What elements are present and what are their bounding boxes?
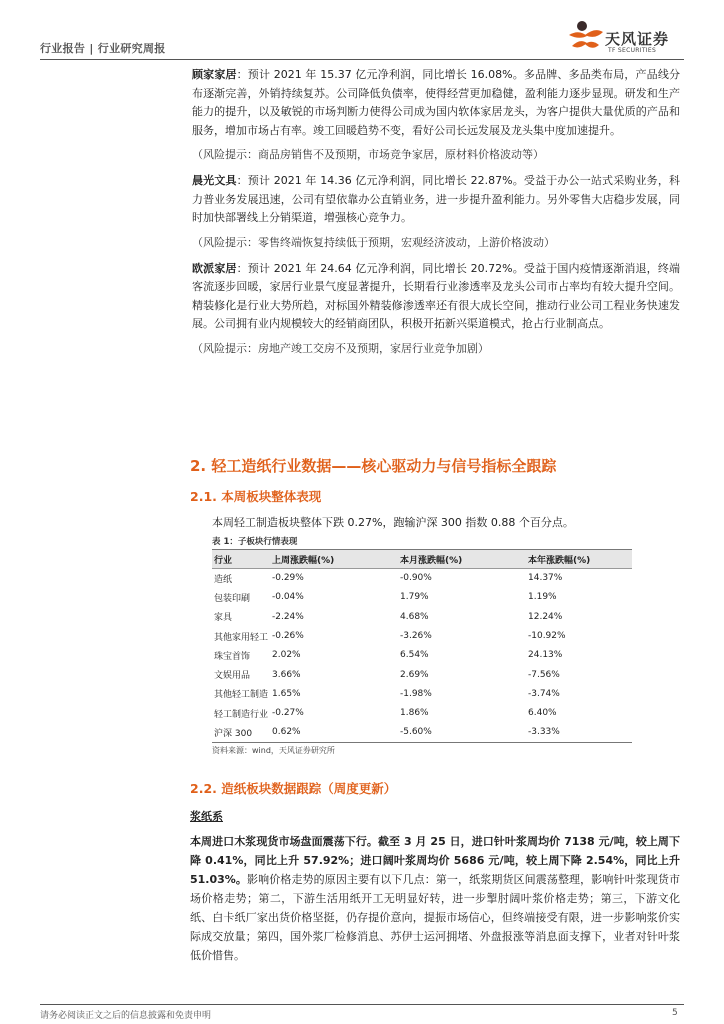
change-value-cell: 4.68% <box>400 611 429 622</box>
table-row <box>212 588 632 607</box>
table-row <box>212 665 632 684</box>
change-value-cell: 1.65% <box>272 688 301 699</box>
company-description: ：预计 2021 年 24.64 亿元净利润，同比增长 20.72%。受益于国内疫情逐渐消退，终端客流逐步回暖，家居行业景气度显著提升，长期看行业渗透率及龙头公司市占率均有较大提升空间。精装修化是行业大势所趋，对标国外精装修渗透率还有很大成长空间，推动行业公司工程业务快速发展。公司拥有业内规模较大的经销商团队，积极开拓新兴渠道模式，抢占行业制高点。 <box>192 261 680 330</box>
table-row <box>212 626 632 645</box>
company-name: 顾家家居 <box>192 68 237 81</box>
sector-name-cell: 包装印刷 <box>214 593 251 604</box>
pulp-price-drivers: 影响价格走势的原因主要有以下几点：第一，纸浆期货区间震荡整理，影响针叶浆现货市场价格走势；第二，下游生活用纸开工无明显好转，进一步掣肘阔叶浆价格走势；第三，下游文化纸、白卡纸厂家出货价格坚挺，仍存提价意向，提振市场信心，但终端接受有限，进一步影响浆价实际成交放量；第四，国外浆厂检修消息、苏伊士运河拥堵、外盘报涨等消息面支撑下，业者对针叶浆低价惜售。 <box>190 873 680 962</box>
change-value-cell: 1.79% <box>400 592 429 603</box>
sector-name-cell: 珠宝首饰 <box>214 651 251 662</box>
company-name: 晨光文具 <box>192 174 237 187</box>
change-value-cell: -3.26% <box>400 631 432 642</box>
table-header-row <box>212 550 632 569</box>
table-source-note: 资料来源：wind，天风证券研究所 <box>212 746 335 755</box>
company-description: ：预计 2021 年 14.36 亿元净利润，同比增长 22.87%。受益于办公一站式采购业务，科力普业务发展迅速，公司有望依靠办公直销业务，进一步提升盈利能力。另外零售大店稳步发展，同时加快部署线上分销渠道，增强核心竞争力。 <box>192 174 680 224</box>
table-row <box>212 607 632 626</box>
weekly-performance-summary: 本周轻工制造板块整体下跌 0.27%，跑输沪深 300 指数 0.88 个百分点。 <box>212 516 574 529</box>
change-value-cell: -0.29% <box>272 573 304 584</box>
section-2-heading: 2. 轻工造纸行业数据——核心驱动力与信号指标全跟踪 <box>190 457 557 475</box>
change-value-cell: -10.92% <box>528 631 566 642</box>
page-number: 5 <box>672 1008 678 1018</box>
risk-note: （风险提示：零售终端恢复持续低于预期，宏观经济波动，上游价格波动） <box>192 235 555 249</box>
change-value-cell: -3.74% <box>528 688 560 699</box>
header-divider <box>40 59 684 60</box>
table-body <box>212 569 632 743</box>
subsector-performance-table <box>212 549 632 743</box>
column-header: 行业 <box>212 550 270 569</box>
table-row <box>212 569 632 588</box>
logo-mark-icon <box>565 18 605 58</box>
change-value-cell: 1.86% <box>400 708 429 719</box>
sector-name-cell: 其他家用轻工 <box>214 632 269 643</box>
change-value-cell: 2.02% <box>272 650 301 661</box>
change-value-cell: -5.60% <box>398 723 526 742</box>
risk-note: （风险提示：商品房销售不及预期，市场竞争家居，原材料价格波动等） <box>192 148 544 161</box>
change-value-cell: -0.04% <box>272 592 304 603</box>
change-value-cell: -1.98% <box>400 688 432 699</box>
table-row <box>212 646 632 665</box>
change-value-cell: 1.19% <box>528 592 557 603</box>
change-value-cell: 14.37% <box>528 573 563 584</box>
pulp-price-highlight: 本周进口木浆现货市场盘面震荡下行。截至 3 月 25 日，进口针叶浆周均价 7138 元/吨，较上周下降 0.41%，同比上升 57.92%；进口阔叶浆周均价 5686 元/吨，较上周下降 2.54%，同比上升 51.03%。 <box>190 835 680 886</box>
change-value-cell: 3.66% <box>272 669 301 680</box>
change-value-cell: 24.13% <box>528 650 563 661</box>
pulp-market-paragraph <box>190 832 680 965</box>
risk-note: （风险提示：房地产竣工交房不及预期，家居行业竞争加剧） <box>192 341 489 355</box>
company-paragraph-oupai <box>192 260 680 334</box>
footer-divider <box>40 1004 684 1005</box>
sector-name-cell: 其他轻工制造 <box>214 690 269 701</box>
section-2-2-heading: 2.2. 造纸板块数据跟踪（周度更新） <box>190 781 397 796</box>
sector-name-cell: 家具 <box>214 613 233 624</box>
column-header: 本月涨跌幅(%) <box>398 550 526 569</box>
sector-name-cell: 沪深 300 <box>212 723 270 742</box>
column-header: 本年涨跌幅(%) <box>526 550 632 569</box>
change-value-cell: 6.40% <box>528 708 557 719</box>
tf-securities-logo <box>565 18 695 58</box>
pulp-paper-subheading: 浆纸系 <box>190 810 223 823</box>
table-row <box>212 723 632 742</box>
change-value-cell: 6.54% <box>400 650 429 661</box>
change-value-cell: -2.24% <box>272 611 304 622</box>
change-value-cell: 12.24% <box>528 611 563 622</box>
sector-name-cell: 造纸 <box>214 574 233 585</box>
table-row <box>212 704 632 723</box>
table-row <box>212 684 632 703</box>
sector-name-cell: 文娱用品 <box>214 671 251 682</box>
column-header: 上周涨跌幅(%) <box>270 550 398 569</box>
change-value-cell: -7.56% <box>528 669 560 680</box>
change-value-cell: -3.33% <box>526 723 632 742</box>
logo-chinese-name: 天风证券 <box>605 30 670 48</box>
report-type-label: 行业报告 | 行业研究周报 <box>40 42 166 55</box>
sector-name-cell: 轻工制造行业 <box>214 709 269 720</box>
change-value-cell: 2.69% <box>400 669 429 680</box>
company-paragraph-chenguang <box>192 172 680 228</box>
company-recommendations <box>192 66 680 358</box>
company-description: ：预计 2021 年 15.37 亿元净利润，同比增长 16.08%。多品牌、多品类布局，产品线分布逐渐完善，外销持续复苏。公司降低负债率，使得经营更加稳健，盈利能力逐步显现。研发和生产能力的提升，以及敏锐的市场判断力使得公司成为国内软体家居龙头，为客户提供大量优质的产品和服务，增加市场占有率。竣工回暖趋势不变，看好公司长远发展及龙头集中度加速提升。 <box>192 68 680 137</box>
change-value-cell: -0.26% <box>272 631 304 642</box>
page-header <box>0 0 724 62</box>
table-caption: 表 1：子板块行情表现 <box>212 537 298 547</box>
logo-english-name: TF SECURITIES <box>608 47 657 54</box>
change-value-cell: -0.90% <box>400 573 432 584</box>
section-2-1-heading: 2.1. 本周板块整体表现 <box>190 489 322 504</box>
change-value-cell: 0.62% <box>270 723 398 742</box>
company-name: 欧派家居 <box>192 261 237 275</box>
company-paragraph-gujia <box>192 66 680 140</box>
change-value-cell: -0.27% <box>272 708 304 719</box>
disclaimer-note: 请务必阅读正文之后的信息披露和免责申明 <box>40 1011 212 1021</box>
